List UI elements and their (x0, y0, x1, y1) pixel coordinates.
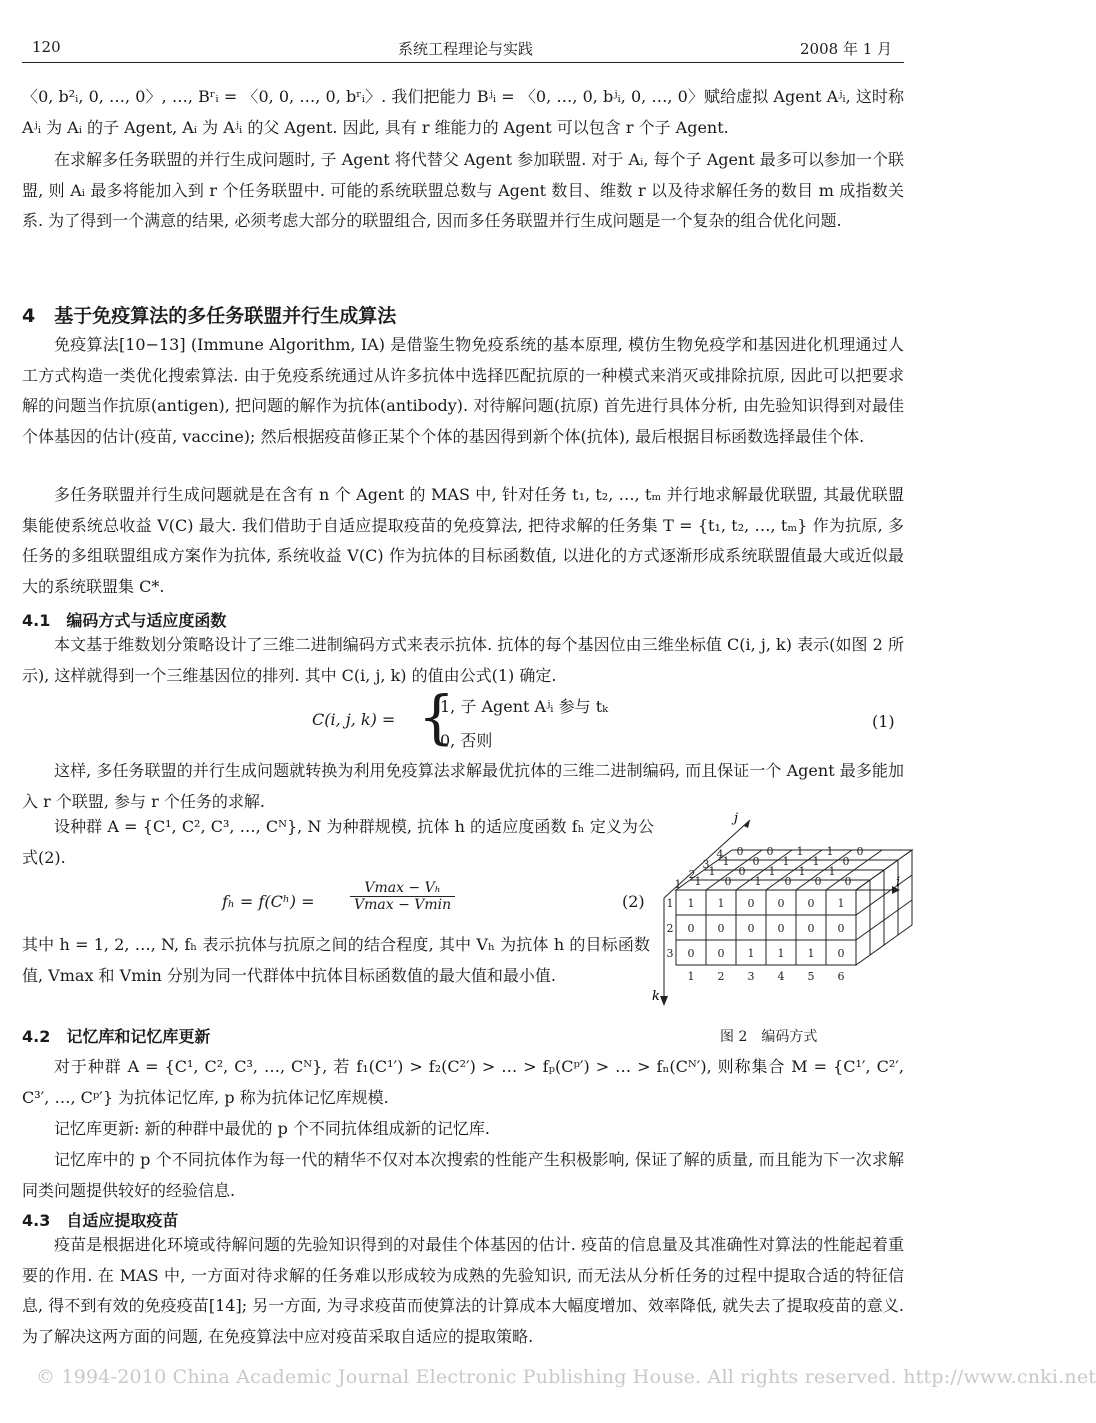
section-4-3-paragraph-1: 疫苗是根据进化环境或待解问题的先验知识得到的对最佳个体基因的估计. 疫苗的信息量及其准确性对算法的性能起着重要的作用. 在 MAS 中, 一方面对待求解的任务难以形成较为成熟的先验知识, 而无法从分析任务的过程中提取合适的特征信息, 得不到有效的免疫疫苗[14]; 另一方面, 为寻求疫苗而使算法的计算成本大幅度增加、效率降低, 就失去了提取疫苗的意义. 为了解决这两方面的问题, 在免疫算法中应对疫苗采取自适应的提取策略. (22, 1235, 904, 1346)
issue-date: 2008 年 1 月 (800, 40, 893, 58)
cube-top-cell: 1 (812, 855, 820, 868)
cube-top-cell: 0 (844, 875, 852, 888)
section-4-1-paragraph-3: 设种群 A = {C¹, C², C³, …, Cᴺ}, N 为种群规模, 抗体 h 的适应度函数 fₕ 定义为公式(2). (22, 817, 654, 867)
cube-top-cell: 1 (796, 845, 804, 858)
cube-front-cell: 0 (717, 922, 725, 935)
cube-front-cell: 0 (687, 922, 695, 935)
cube-front-cell: 1 (807, 947, 815, 960)
cube-col-label: 6 (837, 970, 845, 983)
cube-col-label: 4 (777, 970, 785, 983)
cube-top-cell: 1 (798, 865, 806, 878)
figure-2-diagram (650, 810, 910, 1020)
cube-top-cell: 0 (724, 875, 732, 888)
cube-top-cell: 0 (738, 865, 746, 878)
cube-row-label: 1 (666, 897, 674, 910)
equation-1-brace: { (418, 683, 455, 751)
cube-top-cell: 1 (828, 865, 836, 878)
cube-front-cell: 0 (807, 922, 815, 935)
section-4-1-paragraph-4: 其中 h = 1, 2, …, N, fₕ 表示抗体与抗原之间的结合程度, 其中 Vₕ 为抗体 h 的目标函数值, Vmax 和 Vmin 分别为同一代群体中抗体目标函数值的最大值和最小值. (22, 935, 650, 985)
cube-row-label: 3 (666, 947, 674, 960)
figure-2-caption: 图 2 编码方式 (720, 1029, 818, 1045)
section-4-2-paragraph-2: 记忆库更新: 新的种群中最优的 p 个不同抗体组成新的记忆库. (54, 1119, 490, 1138)
cube-top-cell: 0 (856, 845, 864, 858)
cube-top-cell: 0 (784, 875, 792, 888)
cube-front-cell: 1 (837, 897, 845, 910)
cube-front-cell: 0 (837, 922, 845, 935)
axis-j-label: j (734, 811, 739, 826)
section-4-heading: 4 基于免疫算法的多任务联盟并行生成算法 (22, 305, 397, 327)
section-4-1-heading: 4.1 编码方式与适应度函数 (22, 611, 227, 630)
equation-2-numerator: Vmax − Vₕ (350, 880, 455, 897)
intro-paragraph-1: 〈0, b²ᵢ, 0, …, 0〉, …, Bʳᵢ = 〈0, 0, …, 0, bʳᵢ〉. 我们把能力 Bʲᵢ = 〈0, …, 0, bʲᵢ, 0, …, 0〉赋给虚拟 Agent Aʲᵢ, 这时称 Aʲᵢ 为 Aᵢ 的子 Agent, Aᵢ 为 Aʲᵢ 的父 Agent. 因此, 具有 r 维能力的 Agent 可以包含 r 个子 Agent. (22, 87, 904, 137)
cube-top-cell: 1 (782, 855, 790, 868)
cube-depth-label: 2 (688, 868, 696, 881)
equation-1-number: (1) (872, 712, 895, 731)
section-4-paragraph-1: 免疫算法[10−13] (Immune Algorithm, IA) 是借鉴生物免疫系统的基本原理, 模仿生物免疫学和基因进化机理通过人工方式构造一类优化搜索算法. 由于免疫系统通过从许多抗体中选择匹配抗原的一种模式来消灭或排除抗原, 因此可以把要求解的问题当作抗原(antigen), 把问题的解作为抗体(antibody). 对待解问题(抗原) 首先进行具体分析, 由先验知识得到对最佳个体基因的估计(疫苗, vaccine); 然后根据疫苗修正某个个体的基因得到新个体(抗体), 最后根据目标函数选择最佳个体. (22, 335, 904, 446)
cube-values (667, 845, 864, 983)
cube-front-cell: 0 (687, 947, 695, 960)
cube-front-cell: 0 (747, 922, 755, 935)
equation-2-lhs: fₕ = f(Cʰ) = (222, 892, 315, 911)
axis-k-label: k (652, 989, 660, 1004)
cube-front-cell: 0 (717, 947, 725, 960)
cube-front-cell: 1 (687, 897, 695, 910)
cube-top-cell: 1 (694, 875, 702, 888)
header-rule (22, 62, 904, 63)
cube-depth-label: 1 (674, 878, 682, 891)
cube-top-cell: 0 (736, 845, 744, 858)
cube-front-cell: 1 (717, 897, 725, 910)
cube-front-cell: 0 (837, 947, 845, 960)
section-4-1-paragraph-2: 这样, 多任务联盟的并行生成问题就转换为利用免疫算法求解最优抗体的三维二进制编码, 而且保证一个 Agent 最多能加入 r 个联盟, 参与 r 个任务的求解. (22, 761, 904, 811)
section-4-2-heading: 4.2 记忆库和记忆库更新 (22, 1027, 211, 1046)
cube-col-label: 2 (717, 970, 725, 983)
cube-front-cell: 0 (807, 897, 815, 910)
section-4-1-paragraph-1: 本文基于维数划分策略设计了三维二进制编码方式来表示抗体. 抗体的每个基因位由三维坐标值 C(i, j, k) 表示(如图 2 所示), 这样就得到一个三维基因位的排列. 其中 C(i, j, k) 的值由公式(1) 确定. (22, 635, 904, 685)
equation-1-case-2: 0, 否则 (440, 731, 493, 750)
cube-col-label: 5 (807, 970, 815, 983)
cube-top-cell: 0 (842, 855, 850, 868)
equation-2-fraction (350, 880, 455, 913)
intro-paragraph-2: 在求解多任务联盟的并行生成问题时, 子 Agent 将代替父 Agent 参加联盟. 对于 Aᵢ, 每个子 Agent 最多可以参加一个联盟, 则 Aᵢ 最多将能加入到 r 个任务联盟中. 可能的系统联盟总数与 Agent 数目、维数 r 以及待求解任务的数目 m 成指数关系. 为了得到一个满意的结果, 必须考虑大部分的联盟组合, 因而多任务联盟并行生成问题是一个复杂的组合优化问题. (22, 150, 904, 230)
cube-col-label: 3 (747, 970, 755, 983)
equation-2-denominator: Vmax − Vmin (354, 897, 452, 913)
cube-top-cell: 0 (752, 855, 760, 868)
cube-front-cell: 1 (777, 947, 785, 960)
section-4-paragraph-2: 多任务联盟并行生成问题就是在含有 n 个 Agent 的 MAS 中, 针对任务 t₁, t₂, …, tₘ 并行地求解最优联盟, 其最优联盟集能使系统总收益 V(C) 最大. 我们借助于自适应提取疫苗的免疫算法, 把待求解的任务集 T = {t₁, t₂, …, tₘ} 作为抗原, 多任务的多组联盟组成方案作为抗体, 系统收益 V(C) 作为抗体的目标函数值, 以进化的方式逐渐形成系统联盟值最大或近似最大的系统联盟集 C*. (22, 485, 904, 596)
cube-top-cell: 1 (708, 865, 716, 878)
cube-top-cell: 1 (768, 865, 776, 878)
cube-front-cell: 0 (747, 897, 755, 910)
cube-top-cell: 1 (722, 855, 730, 868)
cube-top-cell: 1 (826, 845, 834, 858)
cube-depth-label: 4 (716, 848, 724, 861)
k-arrowhead (660, 996, 668, 1006)
cube-top-cell: 0 (766, 845, 774, 858)
equation-2-number: (2) (622, 892, 645, 911)
equation-1-lhs: C(i, j, k) = (312, 710, 396, 729)
copyright-footer: © 1994-2010 China Academic Journal Electronic Publishing House. All rights reserved. http://www.cnki.net (36, 1366, 1096, 1388)
cube-row-label: 2 (666, 922, 674, 935)
section-4-3-heading: 4.3 自适应提取疫苗 (22, 1211, 179, 1230)
section-4-2-paragraph-3: 记忆库中的 p 个不同抗体作为每一代的精华不仅对本次搜索的性能产生积极影响, 保证了解的质量, 而且能为下一次求解同类问题提供较好的经验信息. (22, 1150, 904, 1200)
journal-title: 系统工程理论与实践 (398, 40, 534, 58)
cube-col-label: 1 (687, 970, 695, 983)
equation-1-case-1: 1, 子 Agent Aʲᵢ 参与 tₖ (440, 697, 608, 716)
cube-front-cell: 0 (777, 897, 785, 910)
cube-depth-label: 3 (702, 858, 710, 871)
axis-i-label: i (896, 875, 901, 890)
section-4-2-paragraph-1: 对于种群 A = {C¹, C², C³, …, Cᴺ}, 若 f₁(C¹′) > f₂(C²′) > … > fₚ(Cᵖ′) > … > fₙ(Cᴺ′), 则称集合 M = {C¹′, C²′, C³′, …, Cᵖ′} 为抗体记忆库, p 称为抗体记忆库规模. (22, 1057, 904, 1107)
cube-front-cell: 0 (777, 922, 785, 935)
cube-front-cell: 1 (747, 947, 755, 960)
page-number: 120 (32, 38, 61, 56)
cube-top-cell: 0 (814, 875, 822, 888)
cube-top-cell: 1 (754, 875, 762, 888)
